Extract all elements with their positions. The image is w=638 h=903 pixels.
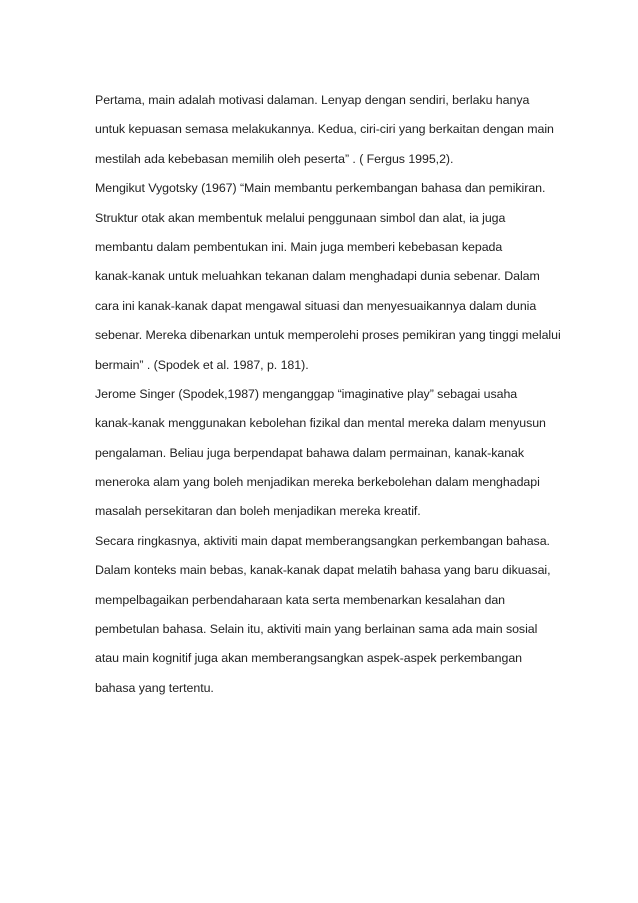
text-line: membantu dalam pembentukan ini. Main juga memberi kebebasan kepada (95, 239, 503, 254)
paragraph-3 (95, 380, 565, 527)
text-line: Mengikut Vygotsky (1967) “Main membantu perkembangan bahasa dan pemikiran. (95, 181, 546, 196)
text-line: Jerome Singer (Spodek,1987) menganggap “imaginative play” sebagai usaha (95, 386, 518, 401)
text-line: Secara ringkasnya, aktiviti main dapat memberangsangkan perkembangan bahasa. (95, 533, 550, 548)
text-line: pembetulan bahasa. Selain itu, aktiviti main yang berlainan sama ada main sosial (95, 622, 538, 637)
paragraph-1 (95, 86, 565, 174)
text-line: sebenar. Mereka dibenarkan untuk memperolehi proses pemikiran yang tinggi melalui (95, 328, 561, 343)
text-line: cara ini kanak-kanak dapat mengawal situasi dan menyesuaikannya dalam dunia (95, 298, 537, 313)
text-line: masalah persekitaran dan boleh menjadikan mereka kreatif. (95, 504, 421, 519)
text-line: Struktur otak akan membentuk melalui penggunaan simbol dan alat, ia juga (95, 210, 506, 225)
paragraph-2 (95, 174, 565, 380)
text-line: atau main kognitif juga akan memberangsangkan aspek-aspek perkembangan (95, 651, 523, 666)
text-line: bermain” . (Spodek et al. 1987, p. 181). (95, 357, 309, 372)
text-line: untuk kepuasan semasa melakukannya. Kedua, ciri-ciri yang berkaitan dengan main (95, 122, 554, 137)
document-body (95, 86, 565, 703)
text-line: Dalam konteks main bebas, kanak-kanak dapat melatih bahasa yang baru dikuasai, (95, 563, 551, 578)
text-line: mempelbagaikan perbendaharaan kata serta membenarkan kesalahan dan (95, 592, 505, 607)
text-line: mestilah ada kebebasan memilih oleh peserta” . ( Fergus 1995,2). (95, 151, 454, 166)
text-line: kanak-kanak menggunakan kebolehan fizikal dan mental mereka dalam menyusun (95, 416, 546, 431)
text-line: kanak-kanak untuk meluahkan tekanan dalam menghadapi dunia sebenar. Dalam (95, 269, 540, 284)
text-line: bahasa yang tertentu. (95, 680, 214, 695)
paragraph-4 (95, 527, 565, 703)
text-line: Pertama, main adalah motivasi dalaman. Lenyap dengan sendiri, berlaku hanya (95, 93, 530, 107)
text-line: pengalaman. Beliau juga berpendapat bahawa dalam permainan, kanak-kanak (95, 445, 525, 460)
text-line: meneroka alam yang boleh menjadikan mereka berkebolehan dalam menghadapi (95, 475, 540, 490)
